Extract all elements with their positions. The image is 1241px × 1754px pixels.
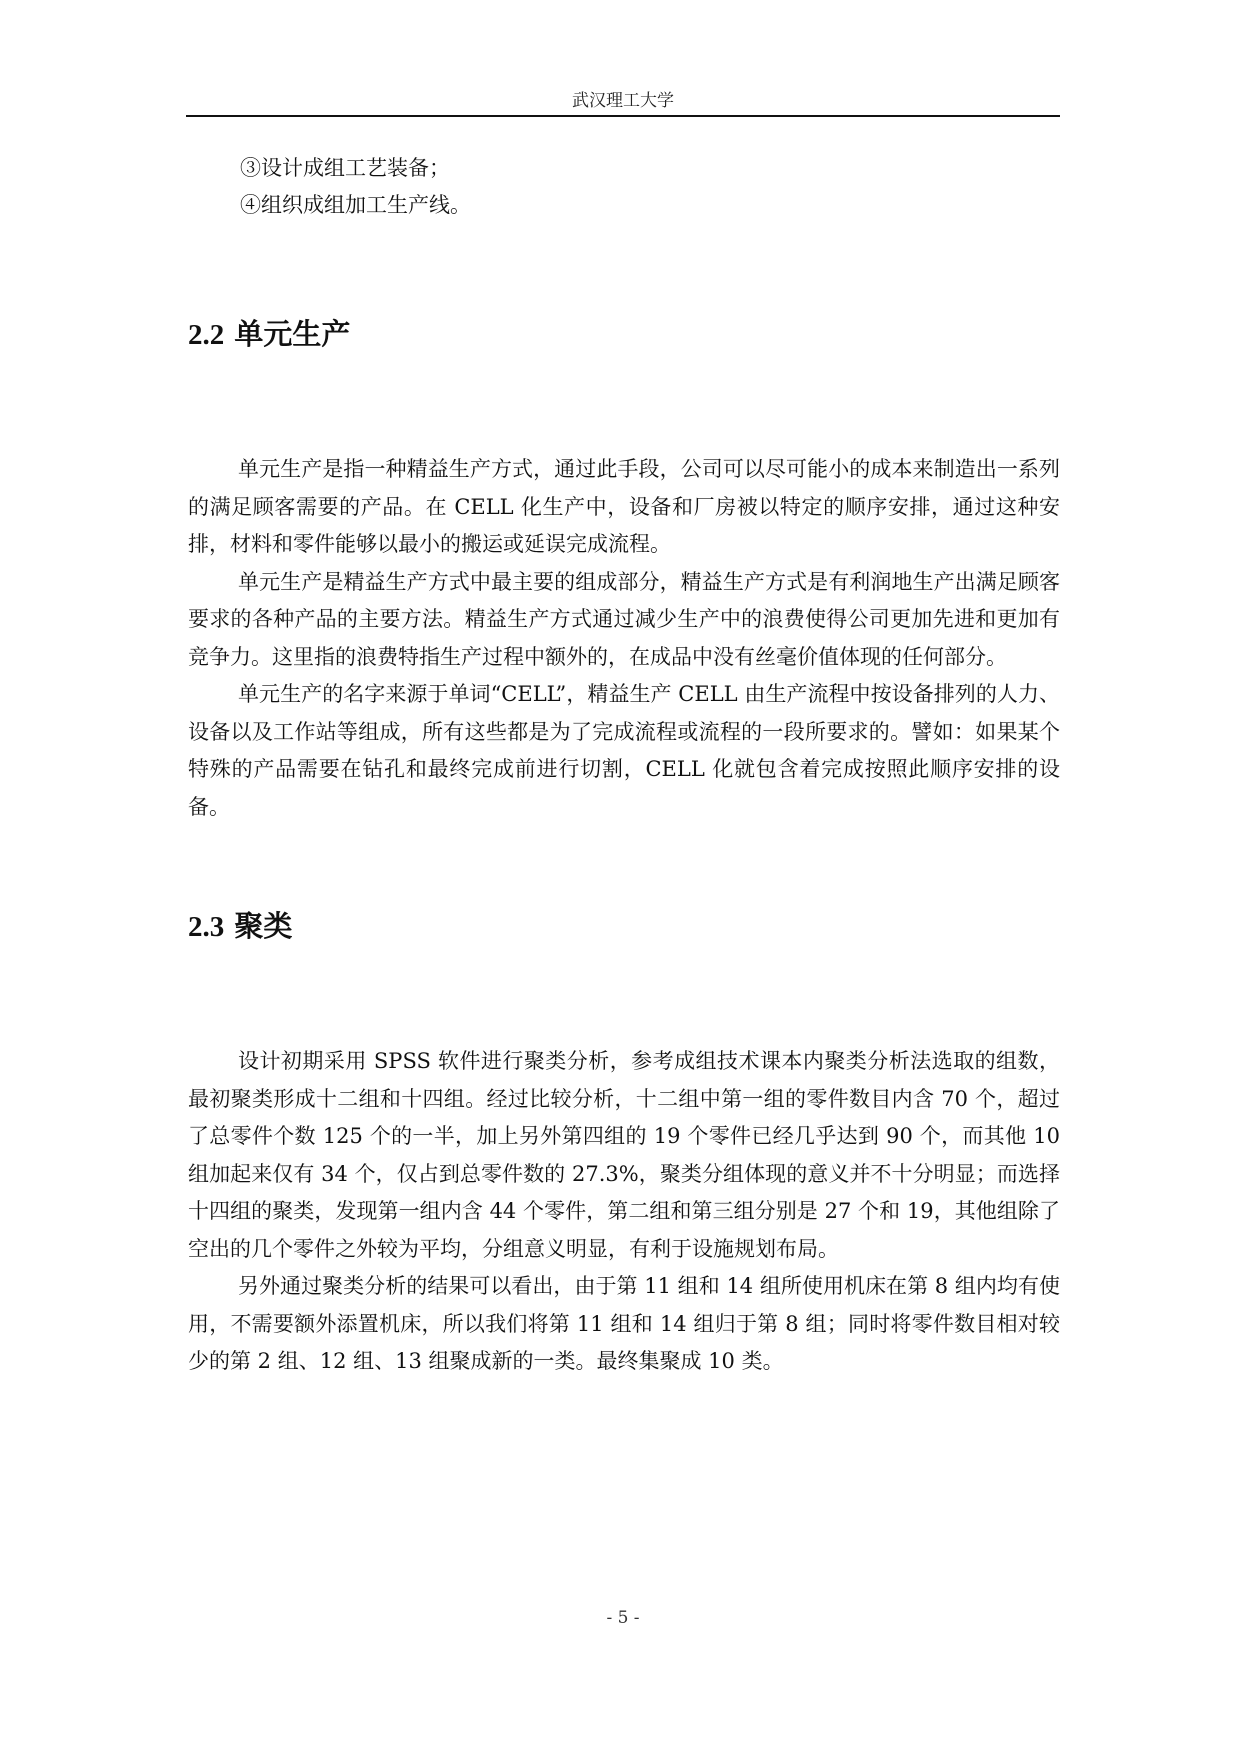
section-title: 单元生产 <box>234 317 351 351</box>
header-rule <box>186 115 1060 117</box>
list-item: ③设计成组工艺装备； <box>240 156 450 180</box>
paragraph: 设计初期采用 SPSS 软件进行聚类分析，参考成组技术课本内聚类分析法选取的组数，最初聚类形成十二组和十四组。经过比较分析，十二组中第一组的零件数目内含 70 个，超过了总零件个数 125 个的一半，加上另外第四组的 19 个零件已经几乎达到 90 个，而其他 10 组加起来仅有 34 个，仅占到总零件数的 27.3%，聚类分组体现的意义并不十分明显；而选择十四组的聚类，发现第一组内含 44 个零件，第二组和第三组分别是 27 个和 19，其他组除了空出的几个零件之外较为平均，分组意义明显，有利于设施规划布局。 <box>188 1049 1060 1261</box>
section-spacer <box>188 355 1060 451</box>
section-heading-2-3 <box>188 906 1060 947</box>
section-heading-2-2 <box>188 314 1060 355</box>
paragraph: 单元生产是精益生产方式中最主要的组成部分，精益生产方式是有利润地生产出满足顾客要求的各种产品的主要方法。精益生产方式通过减少生产中的浪费使得公司更加先进和更加有竞争力。这里指的浪费特指生产过程中额外的，在成品中没有丝毫价值体现的任何部分。 <box>188 569 1060 669</box>
list-item: ④组织成组加工生产线。 <box>240 193 471 217</box>
page-number: - 5 - <box>606 1608 640 1628</box>
paragraph: 单元生产的名字来源于单词“CELL”，精益生产 CELL 由生产流程中按设备排列的人力、设备以及工作站等组成，所有这些都是为了完成流程或流程的一段所要求的。譬如：如果某个特殊的产品需要在钻孔和最终完成前进行切割，CELL 化就包含着完成按照此顺序安排的设备。 <box>188 682 1060 819</box>
section-spacer <box>188 947 1060 1043</box>
section-title: 聚类 <box>234 909 293 943</box>
section-number: 2.3 <box>188 911 225 943</box>
paragraph: 单元生产是指一种精益生产方式，通过此手段，公司可以尽可能小的成本来制造出一系列的满足顾客需要的产品。在 CELL 化生产中，设备和厂房被以特定的顺序安排，通过这种安排，材料和零件能够以最小的搬运或延误完成流程。 <box>188 457 1060 556</box>
page-content <box>188 150 1060 1381</box>
page-header: 武汉理工大学 <box>572 91 674 111</box>
paragraph: 另外通过聚类分析的结果可以看出，由于第 11 组和 14 组所使用机床在第 8 组内均有使用，不需要额外添置机床，所以我们将第 11 组和 14 组归于第 8 组；同时将零件数目相对较少的第 2 组、12 组、13 组聚成新的一类。最终集聚成 10 类。 <box>188 1274 1060 1373</box>
section-number: 2.2 <box>188 319 225 351</box>
